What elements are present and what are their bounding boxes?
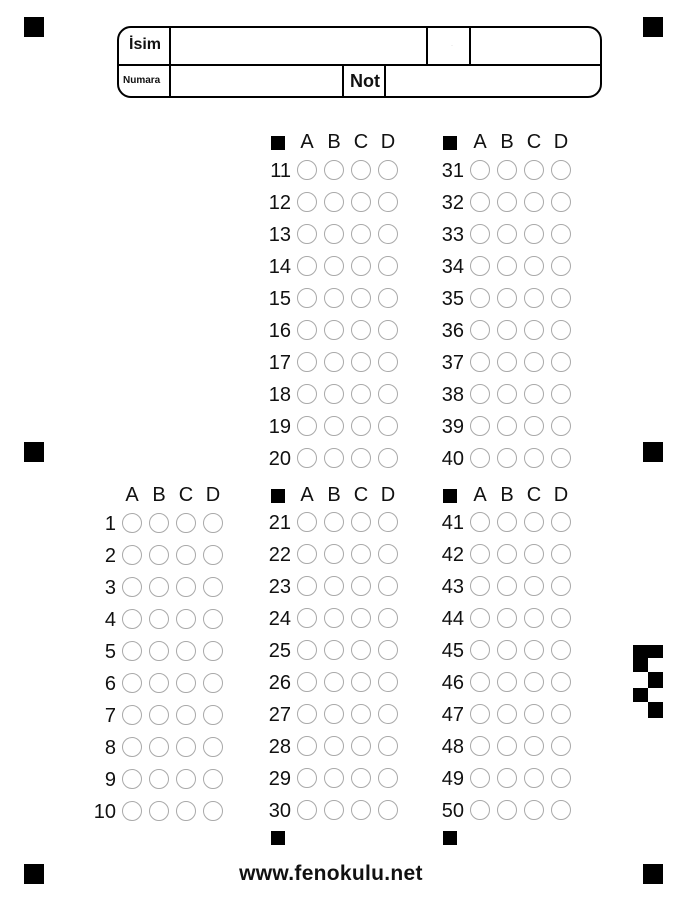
answer-bubble-d[interactable] xyxy=(551,608,571,628)
answer-bubble-b[interactable] xyxy=(497,448,517,468)
answer-bubble-b[interactable] xyxy=(497,288,517,308)
question-number: 28 xyxy=(268,736,291,758)
answer-bubble-c[interactable] xyxy=(351,384,371,404)
answer-bubble-b[interactable] xyxy=(149,577,169,597)
question-number: 47 xyxy=(441,704,464,726)
answer-bubble-b[interactable] xyxy=(149,737,169,757)
question-number: 19 xyxy=(268,416,291,438)
answer-bubble-b[interactable] xyxy=(497,416,517,436)
answer-bubble-c[interactable] xyxy=(524,736,544,756)
answer-bubble-c[interactable] xyxy=(524,576,544,596)
answer-bubble-c[interactable] xyxy=(524,384,544,404)
choice-letter-d: D xyxy=(380,484,396,506)
answer-bubble-c[interactable] xyxy=(176,705,196,725)
answer-bubble-c[interactable] xyxy=(524,320,544,340)
answer-bubble-a[interactable] xyxy=(470,160,490,180)
answer-bubble-c[interactable] xyxy=(351,192,371,212)
answer-bubble-b[interactable] xyxy=(149,513,169,533)
answer-bubble-b[interactable] xyxy=(497,320,517,340)
alignment-mark xyxy=(271,136,285,150)
answer-bubble-d[interactable] xyxy=(378,384,398,404)
answer-bubble-d[interactable] xyxy=(551,672,571,692)
answer-bubble-b[interactable] xyxy=(497,160,517,180)
answer-bubble-c[interactable] xyxy=(176,801,196,821)
registration-mark-top-right xyxy=(643,17,663,37)
answer-bubble-c[interactable] xyxy=(351,224,371,244)
answer-bubble-a[interactable] xyxy=(470,448,490,468)
answer-bubble-a[interactable] xyxy=(470,416,490,436)
answer-bubble-c[interactable] xyxy=(351,160,371,180)
answer-bubble-d[interactable] xyxy=(378,352,398,372)
choice-letter-c: C xyxy=(178,484,194,506)
question-number: 27 xyxy=(268,704,291,726)
answer-bubble-a[interactable] xyxy=(470,352,490,372)
answer-bubble-c[interactable] xyxy=(524,512,544,532)
answer-bubble-d[interactable] xyxy=(551,576,571,596)
answer-bubble-d[interactable] xyxy=(551,288,571,308)
question-number: 17 xyxy=(268,352,291,374)
answer-bubble-b[interactable] xyxy=(324,160,344,180)
answer-bubble-c[interactable] xyxy=(351,448,371,468)
grade-field[interactable] xyxy=(386,66,600,98)
question-number: 23 xyxy=(268,576,291,598)
answer-bubble-a[interactable] xyxy=(122,737,142,757)
registration-mark-mid-right xyxy=(643,442,663,462)
answer-bubble-b[interactable] xyxy=(497,192,517,212)
question-number: 11 xyxy=(270,160,291,182)
grade-label: Not xyxy=(350,71,380,91)
answer-bubble-a[interactable] xyxy=(470,320,490,340)
question-number: 34 xyxy=(441,256,464,278)
choice-letter-b: B xyxy=(500,484,514,506)
answer-bubble-c[interactable] xyxy=(524,672,544,692)
answer-bubble-a[interactable] xyxy=(297,544,317,564)
answer-bubble-b[interactable] xyxy=(497,672,517,692)
choice-letter-d: D xyxy=(553,484,569,506)
question-number: 30 xyxy=(268,800,291,822)
answer-bubble-b[interactable] xyxy=(149,545,169,565)
answer-bubble-c[interactable] xyxy=(176,769,196,789)
name-field[interactable] xyxy=(171,28,425,64)
answer-bubble-d[interactable] xyxy=(203,641,223,661)
answer-bubble-d[interactable] xyxy=(551,192,571,212)
question-number: 50 xyxy=(441,800,464,822)
question-number: 36 xyxy=(441,320,464,342)
answer-bubble-d[interactable] xyxy=(378,160,398,180)
choice-letter-d: D xyxy=(380,131,396,153)
alignment-mark xyxy=(443,136,457,150)
answer-bubble-a[interactable] xyxy=(470,288,490,308)
answer-bubble-a[interactable] xyxy=(297,768,317,788)
registration-mark-mid-left xyxy=(24,442,44,462)
choice-letter-a: A xyxy=(473,484,487,506)
answer-bubble-b[interactable] xyxy=(497,800,517,820)
answer-bubble-a[interactable] xyxy=(470,768,490,788)
answer-bubble-d[interactable] xyxy=(378,512,398,532)
question-number: 14 xyxy=(268,256,291,278)
answer-bubble-d[interactable] xyxy=(551,640,571,660)
answer-bubble-d[interactable] xyxy=(378,736,398,756)
answer-bubble-a[interactable] xyxy=(297,320,317,340)
answer-bubble-c[interactable] xyxy=(351,576,371,596)
number-field[interactable] xyxy=(171,66,341,98)
question-number: 10 xyxy=(93,801,116,823)
answer-bubble-d[interactable] xyxy=(551,224,571,244)
answer-bubble-a[interactable] xyxy=(470,384,490,404)
answer-bubble-c[interactable] xyxy=(176,577,196,597)
answer-bubble-b[interactable] xyxy=(324,736,344,756)
answer-bubble-a[interactable] xyxy=(470,608,490,628)
answer-bubble-c[interactable] xyxy=(524,640,544,660)
answer-bubble-b[interactable] xyxy=(324,800,344,820)
answer-bubble-a[interactable] xyxy=(470,800,490,820)
answer-bubble-d[interactable] xyxy=(378,800,398,820)
question-number: 6 xyxy=(104,673,116,695)
answer-bubble-c[interactable] xyxy=(351,736,371,756)
answer-bubble-c[interactable] xyxy=(351,608,371,628)
question-number: 4 xyxy=(104,609,116,631)
answer-bubble-c[interactable] xyxy=(176,641,196,661)
question-number: 12 xyxy=(268,192,291,214)
question-number: 41 xyxy=(441,512,464,534)
answer-bubble-c[interactable] xyxy=(351,672,371,692)
student-info-box: İsim Numara Not · xyxy=(117,26,602,98)
answer-bubble-b[interactable] xyxy=(149,641,169,661)
answer-bubble-a[interactable] xyxy=(297,736,317,756)
answer-bubble-b[interactable] xyxy=(324,256,344,276)
answer-bubble-c[interactable] xyxy=(351,512,371,532)
answer-bubble-d[interactable] xyxy=(203,769,223,789)
answer-bubble-d[interactable] xyxy=(551,704,571,724)
answer-bubble-d[interactable] xyxy=(551,320,571,340)
answer-bubble-c[interactable] xyxy=(351,320,371,340)
answer-bubble-a[interactable] xyxy=(122,545,142,565)
answer-bubble-d[interactable] xyxy=(203,673,223,693)
answer-bubble-b[interactable] xyxy=(497,352,517,372)
answer-bubble-b[interactable] xyxy=(497,608,517,628)
alignment-mark xyxy=(443,831,457,845)
question-number: 8 xyxy=(104,737,116,759)
question-number: 48 xyxy=(441,736,464,758)
answer-bubble-b[interactable] xyxy=(324,384,344,404)
answer-bubble-b[interactable] xyxy=(149,609,169,629)
answer-bubble-b[interactable] xyxy=(149,769,169,789)
answer-bubble-b[interactable] xyxy=(324,608,344,628)
answer-bubble-a[interactable] xyxy=(470,544,490,564)
answer-bubble-a[interactable] xyxy=(297,256,317,276)
choice-letter-b: B xyxy=(152,484,166,506)
answer-bubble-a[interactable] xyxy=(297,512,317,532)
answer-bubble-b[interactable] xyxy=(497,736,517,756)
question-number: 46 xyxy=(441,672,464,694)
question-number: 44 xyxy=(441,608,464,630)
choice-letter-b: B xyxy=(327,131,341,153)
answer-bubble-d[interactable] xyxy=(551,416,571,436)
answer-bubble-d[interactable] xyxy=(378,640,398,660)
question-number: 18 xyxy=(268,384,291,406)
answer-bubble-c[interactable] xyxy=(351,768,371,788)
answer-bubble-b[interactable] xyxy=(324,192,344,212)
question-number: 35 xyxy=(441,288,464,310)
answer-bubble-a[interactable] xyxy=(297,640,317,660)
answer-bubble-a[interactable] xyxy=(297,416,317,436)
answer-bubble-a[interactable] xyxy=(470,576,490,596)
answer-bubble-c[interactable] xyxy=(176,737,196,757)
answer-bubble-a[interactable] xyxy=(470,736,490,756)
answer-bubble-c[interactable] xyxy=(524,192,544,212)
answer-bubble-a[interactable] xyxy=(297,192,317,212)
answer-bubble-b[interactable] xyxy=(324,704,344,724)
answer-bubble-b[interactable] xyxy=(497,768,517,788)
answer-bubble-b[interactable] xyxy=(324,320,344,340)
alignment-mark xyxy=(271,831,285,845)
answer-bubble-b[interactable] xyxy=(497,512,517,532)
answer-bubble-c[interactable] xyxy=(524,160,544,180)
answer-bubble-b[interactable] xyxy=(324,416,344,436)
choice-letter-c: C xyxy=(353,484,369,506)
choice-letter-d: D xyxy=(553,131,569,153)
answer-bubble-d[interactable] xyxy=(203,737,223,757)
answer-bubble-b[interactable] xyxy=(149,705,169,725)
answer-bubble-d[interactable] xyxy=(378,608,398,628)
answer-bubble-a[interactable] xyxy=(122,513,142,533)
answer-bubble-c[interactable] xyxy=(351,640,371,660)
answer-bubble-a[interactable] xyxy=(470,224,490,244)
choice-letter-a: A xyxy=(300,131,314,153)
answer-bubble-b[interactable] xyxy=(149,801,169,821)
answer-bubble-b[interactable] xyxy=(324,224,344,244)
answer-bubble-b[interactable] xyxy=(497,224,517,244)
answer-bubble-c[interactable] xyxy=(351,544,371,564)
answer-bubble-a[interactable] xyxy=(470,192,490,212)
answer-bubble-d[interactable] xyxy=(378,448,398,468)
answer-bubble-a[interactable] xyxy=(297,800,317,820)
question-number: 43 xyxy=(441,576,464,598)
question-number: 2 xyxy=(104,545,116,567)
answer-bubble-c[interactable] xyxy=(524,224,544,244)
question-number: 22 xyxy=(268,544,291,566)
answer-bubble-c[interactable] xyxy=(351,416,371,436)
answer-bubble-d[interactable] xyxy=(378,672,398,692)
answer-bubble-c[interactable] xyxy=(176,513,196,533)
answer-bubble-d[interactable] xyxy=(551,800,571,820)
question-number: 3 xyxy=(104,577,116,599)
answer-bubble-c[interactable] xyxy=(524,544,544,564)
answer-bubble-d[interactable] xyxy=(551,384,571,404)
alignment-mark xyxy=(271,489,285,503)
answer-bubble-d[interactable] xyxy=(551,736,571,756)
answer-bubble-d[interactable] xyxy=(203,513,223,533)
answer-bubble-d[interactable] xyxy=(203,545,223,565)
question-number: 16 xyxy=(268,320,291,342)
answer-bubble-c[interactable] xyxy=(351,704,371,724)
choice-letter-b: B xyxy=(500,131,514,153)
question-number: 24 xyxy=(268,608,291,630)
answer-bubble-d[interactable] xyxy=(378,256,398,276)
answer-bubble-d[interactable] xyxy=(378,704,398,724)
answer-bubble-d[interactable] xyxy=(378,288,398,308)
answer-bubble-d[interactable] xyxy=(551,768,571,788)
question-number: 40 xyxy=(441,448,464,470)
name-label: İsim xyxy=(129,36,162,53)
question-number: 38 xyxy=(441,384,464,406)
question-number: 37 xyxy=(441,352,464,374)
choice-letter-c: C xyxy=(526,484,542,506)
answer-bubble-b[interactable] xyxy=(497,384,517,404)
answer-bubble-a[interactable] xyxy=(122,641,142,661)
answer-bubble-a[interactable] xyxy=(297,448,317,468)
registration-mark-top-left xyxy=(24,17,44,37)
question-number: 20 xyxy=(268,448,291,470)
answer-bubble-c[interactable] xyxy=(351,256,371,276)
answer-bubble-a[interactable] xyxy=(470,704,490,724)
answer-bubble-a[interactable] xyxy=(297,352,317,372)
answer-bubble-a[interactable] xyxy=(297,672,317,692)
answer-bubble-d[interactable] xyxy=(203,577,223,597)
answer-bubble-b[interactable] xyxy=(324,288,344,308)
answer-bubble-d[interactable] xyxy=(378,192,398,212)
number-label: Numara xyxy=(123,75,161,86)
question-number: 9 xyxy=(104,769,116,791)
answer-bubble-a[interactable] xyxy=(122,673,142,693)
answer-bubble-c[interactable] xyxy=(524,608,544,628)
answer-bubble-b[interactable] xyxy=(324,768,344,788)
question-number: 31 xyxy=(441,160,464,182)
answer-bubble-a[interactable] xyxy=(122,609,142,629)
answer-bubble-c[interactable] xyxy=(176,545,196,565)
question-number: 1 xyxy=(104,513,116,535)
answer-bubble-b[interactable] xyxy=(324,448,344,468)
answer-bubble-c[interactable] xyxy=(524,352,544,372)
answer-bubble-c[interactable] xyxy=(524,416,544,436)
question-number: 33 xyxy=(441,224,464,246)
answer-bubble-d[interactable] xyxy=(551,544,571,564)
answer-bubble-c[interactable] xyxy=(351,352,371,372)
question-number: 15 xyxy=(268,288,291,310)
answer-bubble-d[interactable] xyxy=(378,224,398,244)
answer-bubble-a[interactable] xyxy=(470,256,490,276)
question-number: 26 xyxy=(268,672,291,694)
answer-bubble-b[interactable] xyxy=(324,352,344,372)
answer-bubble-a[interactable] xyxy=(470,672,490,692)
question-number: 45 xyxy=(441,640,464,662)
question-number: 13 xyxy=(268,224,291,246)
answer-bubble-a[interactable] xyxy=(297,608,317,628)
choice-letter-d: D xyxy=(205,484,221,506)
answer-bubble-a[interactable] xyxy=(297,704,317,724)
question-number: 32 xyxy=(441,192,464,214)
question-number: 5 xyxy=(104,641,116,663)
answer-bubble-d[interactable] xyxy=(378,768,398,788)
answer-bubble-c[interactable] xyxy=(524,704,544,724)
answer-bubble-c[interactable] xyxy=(176,673,196,693)
answer-bubble-a[interactable] xyxy=(297,288,317,308)
question-number: 21 xyxy=(268,512,291,534)
answer-bubble-b[interactable] xyxy=(324,512,344,532)
choice-letter-a: A xyxy=(125,484,139,506)
question-number: 42 xyxy=(441,544,464,566)
question-number: 25 xyxy=(268,640,291,662)
answer-bubble-a[interactable] xyxy=(122,769,142,789)
answer-bubble-b[interactable] xyxy=(324,672,344,692)
answer-bubble-d[interactable] xyxy=(551,256,571,276)
answer-bubble-d[interactable] xyxy=(203,801,223,821)
answer-bubble-b[interactable] xyxy=(497,576,517,596)
website-footer: www.fenokulu.net xyxy=(239,862,423,885)
answer-bubble-d[interactable] xyxy=(378,576,398,596)
answer-bubble-c[interactable] xyxy=(524,768,544,788)
answer-bubble-b[interactable] xyxy=(324,576,344,596)
answer-bubble-b[interactable] xyxy=(497,640,517,660)
answer-bubble-c[interactable] xyxy=(176,609,196,629)
answer-bubble-b[interactable] xyxy=(324,544,344,564)
answer-bubble-b[interactable] xyxy=(497,544,517,564)
answer-bubble-a[interactable] xyxy=(122,577,142,597)
answer-bubble-a[interactable] xyxy=(297,576,317,596)
answer-bubble-d[interactable] xyxy=(378,416,398,436)
answer-bubble-b[interactable] xyxy=(497,256,517,276)
answer-bubble-b[interactable] xyxy=(149,673,169,693)
answer-bubble-d[interactable] xyxy=(203,705,223,725)
answer-bubble-c[interactable] xyxy=(351,288,371,308)
question-number: 7 xyxy=(104,705,116,727)
answer-bubble-a[interactable] xyxy=(297,160,317,180)
answer-bubble-c[interactable] xyxy=(524,288,544,308)
answer-bubble-d[interactable] xyxy=(551,448,571,468)
answer-bubble-a[interactable] xyxy=(470,512,490,532)
answer-bubble-a[interactable] xyxy=(122,705,142,725)
answer-bubble-c[interactable] xyxy=(524,448,544,468)
answer-bubble-c[interactable] xyxy=(524,256,544,276)
answer-bubble-a[interactable] xyxy=(122,801,142,821)
answer-bubble-c[interactable] xyxy=(351,800,371,820)
answer-bubble-b[interactable] xyxy=(497,704,517,724)
choice-letter-c: C xyxy=(353,131,369,153)
answer-bubble-d[interactable] xyxy=(551,160,571,180)
choice-letter-b: B xyxy=(327,484,341,506)
answer-bubble-d[interactable] xyxy=(378,544,398,564)
answer-bubble-b[interactable] xyxy=(324,640,344,660)
answer-bubble-a[interactable] xyxy=(470,640,490,660)
choice-letter-c: C xyxy=(526,131,542,153)
alignment-mark xyxy=(443,489,457,503)
question-number: 29 xyxy=(268,768,291,790)
answer-bubble-d[interactable] xyxy=(551,352,571,372)
question-number: 39 xyxy=(441,416,464,438)
answer-bubble-a[interactable] xyxy=(297,224,317,244)
answer-bubble-d[interactable] xyxy=(203,609,223,629)
answer-bubble-d[interactable] xyxy=(551,512,571,532)
choice-letter-a: A xyxy=(300,484,314,506)
answer-bubble-d[interactable] xyxy=(378,320,398,340)
answer-bubble-a[interactable] xyxy=(297,384,317,404)
choice-letter-a: A xyxy=(473,131,487,153)
question-number: 49 xyxy=(441,768,464,790)
answer-bubble-c[interactable] xyxy=(524,800,544,820)
